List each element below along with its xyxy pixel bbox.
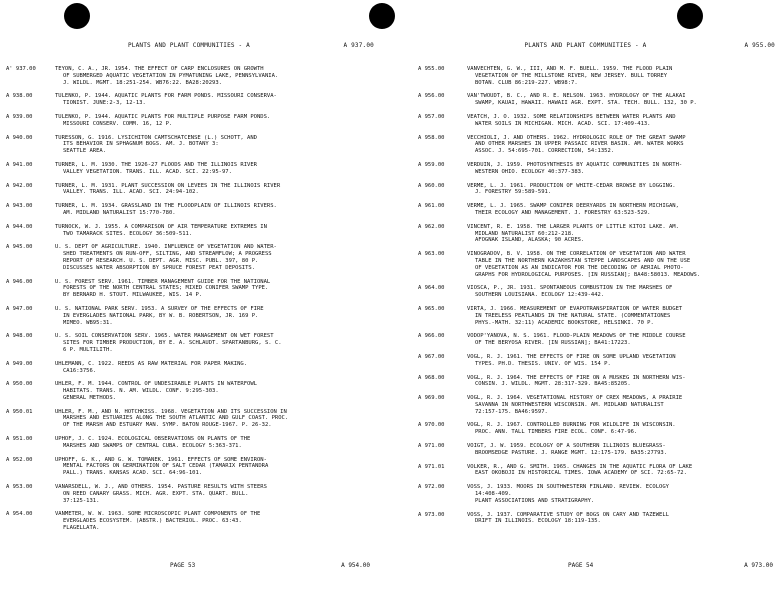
citation-line: DRIFT IN ILLINOIS. ECOLOGY 18:119-135. [475,518,601,525]
citation-line: MISSOURI CONSERV. COMM. 16, 12 P. [63,120,173,127]
entry-citation [55,333,378,353]
entry-citation [467,354,779,368]
bibliography-entry [6,66,378,86]
entry-number: A 959.00 [418,161,445,168]
entry-citation [55,114,378,128]
entry-citation [467,93,779,107]
entry-citation [55,135,378,155]
entry-citation [55,203,378,217]
entry-number: A 952.00 [6,456,33,463]
citation-line: VOSS, J. 1933. MOORS IN SOUTHWESTERN FINLAND. REVIEW. ECOLOGY [467,484,669,491]
citation-line: UPHOF, J. C. 1924. ECOLOGICAL OBSERVATIONS ON PLANTS OF THE [55,436,251,443]
page-footer [0,562,378,572]
citation-line: VIRTA, J. 1966. MEASUREMENT OF EVAPOTRANSPIRATION OF WATER BUDGET [467,305,683,312]
citation-line: MENTAL FACTORS ON GERMINATION OF SALT CEDAR (TAMARIX PENTANDRA [63,463,269,470]
citation-line: VOGL, R. J. 1964. THE EFFECTS OF FIRE ON A MUSKEG IN NORTHERN WIS- [467,374,686,381]
entry-citation [467,333,779,347]
citation-line: VOGL, R. J. 1967. CONTROLLED BURNING FOR WILDLIFE IN WISCONSIN. [467,422,676,429]
entry-number: A 969.00 [418,395,445,402]
citation-line: MARSHES AND SWAMPS OF CENTRAL CUBA. ECOLOGY 5:363-371. [63,442,242,449]
page-number: PAGE 53 [170,562,196,569]
entry-number: A 938.00 [6,93,33,100]
entry-number: A 970.00 [418,422,445,429]
citation-line: VALLEY VEGETATION. TRANS. ILL. ACAD. SCI. 22:95-97. [63,168,232,175]
citation-line: SEATTLE AREA. [63,148,107,155]
bibliography-entry [6,361,378,375]
citation-line: FLAGELLATA. [63,525,100,532]
citation-line: U. S. FOREST SERV. 1961. TIMBER MANAGEMENT GUIDE FOR THE NATIONAL [55,278,271,285]
bibliography-entry [6,333,378,353]
entry-number: A 962.00 [418,223,445,230]
citation-line: TURESSON, G. 1916. LYSICHITON CAMTSCHATCENSE (L.) SCHOTT, AND [55,134,257,141]
citation-line: VINOGRADOV, B. V. 1958. ON THE CORRELATION OF VEGETATION AND WATER [467,251,686,258]
citation-line: MIMEO. WB95:31. [63,319,113,326]
entry-citation [467,443,779,457]
citation-line: WESTERN OHIO. ECOLOGY 40:377-383. [475,168,585,175]
citation-line: VINCENT, R. E. 1958. THE LARGER PLANTS OF LITTLE KITOI LAKE. AM. [467,223,679,230]
citation-line: AFOGNAK ISLAND, ALASKA; 90 ACRES. [475,237,585,244]
citation-line: CONSIN. J. WILDL. MGMT. 28:317-329. BA45:85205. [475,381,631,388]
citation-line: TURNER, L. M. 1931. PLANT SUCCESSION ON LEVEES IN THE ILLINOIS RIVER [55,182,281,189]
bibliography-entry [418,162,779,176]
entry-citation [55,484,378,504]
citation-line: PHYS.-MATH. 32:11) ACADEMIC BOOKSTORE, HELSINKI. 70 P. [475,319,654,326]
bibliography-entry [6,244,378,271]
entry-number: A 949.00 [6,360,33,367]
entry-citation [55,162,378,176]
citation-line: VANVECHTEN, G. W., III, AND M. F. BUELL. 1959. THE FLOOD PLAIN [467,66,673,72]
citation-line: EAST OKOBOJI IN HISTORICAL TIMES. IOWA ACADEMY OF SCI. 72:65-72. [475,470,687,477]
entry-citation [55,306,378,326]
citation-line: MARSHES AND ESTUARIES ALONG THE SOUTH ATLANTIC AND GULF COAST. PROC. [63,415,289,422]
citation-line: VANARSDELL, W. J., AND OTHERS. 1954. PASTURE RESULTS WITH STEERS [55,484,267,491]
citation-line: TIONIST. JUNE:2-3, 12-13. [63,100,146,107]
entry-number: A 971.00 [418,443,445,450]
bibliography-entry [6,306,378,326]
citation-line: VERDUIN, J. 1959. PHOTOSYNTHESIS BY AQUATIC COMMUNITIES IN NORTH- [467,161,683,168]
citation-line: SOUTHERN LOUISIANA. ECOLOGY 12:439-442. [475,292,605,299]
entry-citation [55,66,378,86]
bibliography-entry [418,93,779,107]
page-footer [392,562,779,572]
citation-line: TULENKO, P. 1944. AQUATIC PLANTS FOR MULTIPLE PURPOSE FARM PONDS. [55,113,271,120]
citation-line: OF SUBMERGED AQUATIC VEGETATION IN PYMATUNING LAKE, PENNSYLVANIA. [63,72,279,79]
citation-line: VOLKER, R., AND G. SMITH. 1965. CHANGES IN THE AQUATIC FLORA OF LAKE [467,463,693,470]
citation-line: BROOMSEDGE PASTURE. J. RANGE MGMT. 12:175-179. BA35:27793. [475,449,668,456]
entry-number: A 967.00 [418,353,445,360]
citation-line: DISCUSSES WATER ABSORPTION BY SPRUCE FOREST PEAT DEPOSITS. [63,264,256,271]
entry-citation [467,224,779,244]
entry-citation [467,66,779,86]
citation-line: VIOSCA, P., JR. 1931. SPONTANEOUS COMBUSTION IN THE MARSHES OF [467,285,673,292]
entry-number: A 946.00 [6,278,33,285]
entry-citation [55,244,378,271]
citation-line: VEGETATION OF THE MILLSTONE RIVER, NEW JERSEY. BULL TORREY [475,72,668,79]
citation-line: OF THE BERYOSA RIVER. [IN RUSSIAN]; BA41:17223. [475,340,631,347]
entry-citation [467,306,779,326]
bibliography-entry [418,464,779,478]
citation-line: SHED TREATMENTS ON RUN-OFF, SILTING, AND STREAMFLOW; A PROGRESS [63,251,272,258]
citation-line: ON REED CANARY GRASS. MICH. AGR. EXPT. STA. QUART. BULL. [63,490,249,497]
entry-citation [467,251,779,278]
citation-line: GENERAL METHODS. [63,394,116,401]
bibliography-entry [418,114,779,128]
running-head-range: A 955.00 [744,42,775,49]
entry-citation [55,457,378,477]
citation-line: IN TREELESS PEATLANDS IN THE NATURAL STATE. (COMMENTATIONES [475,312,671,319]
citation-line: MIDLAND NATURALIST 60:212-218. [475,230,575,237]
entry-list [6,66,378,539]
bibliography-entry [6,511,378,531]
citation-line: HABITATS. TRANS. N. AM. WILDL. CONF. 9:295-303. [63,388,219,395]
last-entry-number: A 973.00 [744,562,773,569]
bibliography-entry [6,436,378,450]
entry-citation [467,162,779,176]
bibliography-entry [418,354,779,368]
entry-number: A 945.00 [6,244,33,251]
bibliography-entry [6,114,378,128]
citation-line: AND OTHER MARSHES IN UPPER PASSAIC RIVER BASIN. AM. WATER WORKS [475,141,684,148]
citation-line: VECCHIOLI, J. AND OTHERS. 1962. HYDROLOGIC ROLE OF THE GREAT SWAMP [467,134,686,141]
entry-citation [467,484,779,504]
citation-line: TABLE IN THE NORTHERN KAZAKHSTAN STEPPE LANDSCAPES AND ON THE USE [475,257,691,264]
citation-line: TWO TAMARACK SITES. ECOLOGY 36:509-511. [63,230,193,237]
citation-line: U. S. SOIL CONSERVATION SERV. 1965. WATER MANAGEMENT ON WET FOREST [55,333,274,340]
citation-line: 37:125-131. [63,497,100,504]
citation-line: TURNER, L. M. 1934. GRASSLAND IN THE FLOODPLAIN OF ILLINOIS RIVERS. [55,203,277,210]
citation-line: VANMETER, W. W. 1963. SOME MICROSCOPIC PLANT COMPONENTS OF THE [55,511,261,518]
entry-number: A 963.00 [418,251,445,258]
entry-citation [467,135,779,155]
entry-number: A 966.00 [418,333,445,340]
bibliography-entry [6,484,378,504]
entry-citation [467,422,779,436]
entry-number: A 940.00 [6,134,33,141]
entry-list [418,66,779,532]
citation-line: SAVANNA IN NORTHWESTERN WISCONSIN. AM. MIDLAND NATURALIST [475,401,664,408]
citation-line: VERME, L. J. 1961. PRODUCTION OF WHITE-CEDAR BROWSE BY LOGGING. [467,182,676,189]
citation-line: SITES FOR TIMBER PRODUCTION, BY E. A. SCHLAUDT. SPARTANBURG, S. C. [63,340,282,347]
citation-line: AM. MIDLAND NATURALIST 15:770-780. [63,209,176,216]
entry-citation [467,395,779,415]
running-head-title: PLANTS AND PLANT COMMUNITIES - A [524,42,647,49]
citation-line: BOTAN. CLUB 86:219-227. WB98:7. [475,79,578,86]
bibliography-entry [418,66,779,86]
entry-citation [55,511,378,531]
entry-number: A 942.00 [6,182,33,189]
entry-citation [55,93,378,107]
citation-line: VERME, L. J. 1965. SWAMP CONIFER DEERYARDS IN NORTHERN MICHIGAN, [467,203,679,210]
citation-line: VEATCH, J. O. 1932. SOME RELATIONSHIPS BETWEEN WATER PLANTS AND [467,113,676,120]
bibliography-entry [418,333,779,347]
bibliography-entry [418,395,779,415]
citation-line: U. S. DEPT OF AGRICULTURE. 1940. INFLUENCE OF VEGETATION AND WATER- [55,244,277,251]
bibliography-entry [418,443,779,457]
citation-line: FORESTS OF THE NORTH CENTRAL STATES; MIXED CONIFER SWAMP TYPE. [63,285,269,292]
bibliography-entry [418,183,779,197]
entry-citation [55,381,378,401]
running-head-title: PLANTS AND PLANT COMMUNITIES - A [128,42,250,49]
entry-number: A 958.00 [418,134,445,141]
citation-line: TYPES. PH.D. THESIS. UNIV. OF WIS. 154 P. [475,360,611,367]
citation-line: ITS BEHAVIOR IN SPHAGNUM BOGS. AM. J. BOTANY 3: [63,141,219,148]
bibliography-entry [418,203,779,217]
citation-line: OF THE MARSH AND ESTUARY MAN. SYMP. BATON ROUGE-1967. P. 26-32. [63,422,272,429]
citation-line: TURNOCK, W. J. 1955. A COMPARISON OF AIR TEMPERATURE EXTREMES IN [55,223,267,230]
entry-number: A 964.00 [418,285,445,292]
citation-line: GRAPHS FOR HYDROLOGICAL PURPOSES. [IN RUSSIAN]; BA48:58013. MEADOWS. [475,271,701,278]
last-entry-number: A 954.00 [341,562,370,569]
citation-line: EVERGLADES ECOSYSTEM. (ABSTR.) BACTERIOL. PROC. 63:43. [63,518,242,525]
citation-line: UHLEMANN, C. 1922. REEDS AS RAW MATERIAL FOR PAPER MAKING. [55,360,248,367]
citation-line: BY BERNARD H. STOUT. MILWAUKEE, WIS. 14 P. [63,292,203,299]
running-head [392,42,779,52]
citation-line: TULENKO, P. 1944. AQUATIC PLANTS FOR FARM PONDS. MISSOURI CONSERVA- [55,93,277,100]
entry-number: A 939.00 [6,113,33,120]
entry-number: A 957.00 [418,113,445,120]
bibliography-entry [6,93,378,107]
citation-line: UPHOFF, G. K., AND G. W. TOMANEK. 1961. EFFECTS OF SOME ENVIRON- [55,456,267,463]
page-number: PAGE 54 [568,562,594,569]
citation-line: OF VEGETATION AS AN INDICATOR FOR THE DECODING OF AERIAL PHOTO- [475,264,684,271]
entry-citation [467,464,779,478]
entry-number: A 948.00 [6,333,33,340]
citation-line: 72:157-175. BA46:9597. [475,408,548,415]
running-head-range: A 937.00 [343,42,374,49]
citation-line: THEIR ECOLOGY AND MANAGEMENT. J. FORESTRY 63:523-529. [475,209,651,216]
running-head [0,42,378,52]
citation-line: PALL.) TRANS. KANSAS ACAD. SCI. 64:96-101. [63,470,203,477]
entry-citation [467,114,779,128]
citation-line: VOGL, R. J. 1964. VEGETATIONAL HISTORY OF CREX MEADOWS, A PRAIRIE [467,395,683,402]
entry-citation [55,361,378,375]
bibliography-entry [6,162,378,176]
bibliography-entry [6,409,378,429]
citation-line: UHLER, F. M. 1944. CONTROL OF UNDESIRABLE PLANTS IN WATERFOWL [55,381,257,388]
entry-number: A' 937.00 [6,66,36,72]
bibliography-entry [6,183,378,197]
entry-citation [467,183,779,197]
entry-number: A 950.01 [6,408,33,415]
entry-number: A 968.00 [418,374,445,381]
entry-number: A 941.00 [6,161,33,168]
left-page [0,0,378,600]
entry-number: A 950.00 [6,381,33,388]
entry-citation [55,279,378,299]
bibliography-entry [418,135,779,155]
entry-citation [55,409,378,429]
bibliography-entry [418,306,779,326]
citation-line: VOIGT, J. W. 1959. ECOLOGY OF A SOUTHERN ILLINOIS BLUEGRASS- [467,443,666,450]
bibliography-entry [6,381,378,401]
citation-line: U. S. NATIONAL PARK SERV. 1953. A SURVEY OF THE EFFECTS OF FIRE [55,305,264,312]
entry-number: A 972.00 [418,484,445,491]
bibliography-entry [6,457,378,477]
entry-number: A 961.00 [418,203,445,210]
bibliography-entry [418,512,779,526]
citation-line: TEYON, C. A., JR. 1954. THE EFFECT OF CARP ENCLOSURES ON GROWTH [55,66,264,72]
entry-citation [467,512,779,526]
citation-line: J. WILDL. MGMT. 18:251-254. WB76:22. BA28:20293. [63,79,222,86]
bibliography-entry [418,422,779,436]
entry-number: A 953.00 [6,484,33,491]
citation-line: UHLER, F. M., AND N. HOTCHKISS. 1968. VEGETATION AND ITS SUCCESSION IN [55,408,287,415]
citation-line: VOGL, R. J. 1961. THE EFFECTS OF FIRE ON SOME UPLAND VEGETATION [467,353,676,360]
citation-line: VODOP'YANOVA, N. S. 1961. FLOOD-PLAIN MEADOWS OF THE MIDDLE COURSE [467,333,686,340]
citation-line: IN EVERGLADES NATIONAL PARK, BY W. B. ROBERTSON, JR. 169 P. [63,312,259,319]
citation-line: REPORT OF RESEARCH. U. S. DEPT. AGR. MISC. PUBL. 397, 80 P. [63,257,259,264]
entry-number: A 955.00 [418,66,445,72]
bibliography-entry [418,251,779,278]
entry-citation [55,224,378,238]
entry-number: A 944.00 [6,223,33,230]
citation-line: PLANT ASSOCIATIONS AND STRATIGRAPHY. [475,497,595,504]
bibliography-entry [418,224,779,244]
bibliography-entry [6,135,378,155]
citation-line: 14:408-409. [475,491,512,498]
citation-line: VALLEY. TRANS. ILL. ACAD. SCI. 24:94-102. [63,189,199,196]
entry-citation [55,436,378,450]
citation-line: TURNER, L. M. 1930. THE 1926-27 FLOODS AND THE ILLINOIS RIVER [55,161,257,168]
entry-number: A 954.00 [6,511,33,518]
citation-line: CA16:3756. [63,367,97,374]
bibliography-entry [418,285,779,299]
entry-number: A 956.00 [418,93,445,100]
citation-line: J. FORESTRY 59:589-591. [475,189,552,196]
citation-line: VOSS, J. 1937. COMPARATIVE STUDY OF BOGS ON CARY AND TAZEWELL [467,511,669,518]
entry-number: A 965.00 [418,305,445,312]
bibliography-entry [6,279,378,299]
citation-line: 6 P. MULTILITH. [63,346,113,353]
entry-citation [467,203,779,217]
right-page [392,0,779,600]
citation-line: WATER SOILS IN MICHIGAN. MICH. ACAD. SCI. 17:409-413. [475,120,651,127]
entry-citation [467,375,779,389]
citation-line: PROC. ANN. TALL TIMBERS FIRE ECOL. CONF. 6:47-96. [475,429,638,436]
bibliography-entry [6,203,378,217]
bibliography-entry [418,484,779,504]
citation-line: SWAMP, KAUAI, HAWAII. HAWAII AGR. EXPT. STA. TECH. BULL. 132, 30 P. [475,100,697,107]
bibliography-entry [418,375,779,389]
bibliography-entry [6,224,378,238]
entry-citation [55,183,378,197]
entry-number: A 973.00 [418,511,445,518]
entry-citation [467,285,779,299]
citation-line: ASSOC. J. 54:695-701. CORRECTION, 54:1352. [475,148,615,155]
entry-number: A 943.00 [6,203,33,210]
citation-line: VAN'TWOUDT, B. C., AND R. E. NELSON. 1963. HYDROLOGY OF THE ALAKAI [467,93,686,100]
entry-number: A 947.00 [6,305,33,312]
entry-number: A 951.00 [6,436,33,443]
entry-number: A 971.01 [418,463,445,470]
entry-number: A 960.00 [418,182,445,189]
